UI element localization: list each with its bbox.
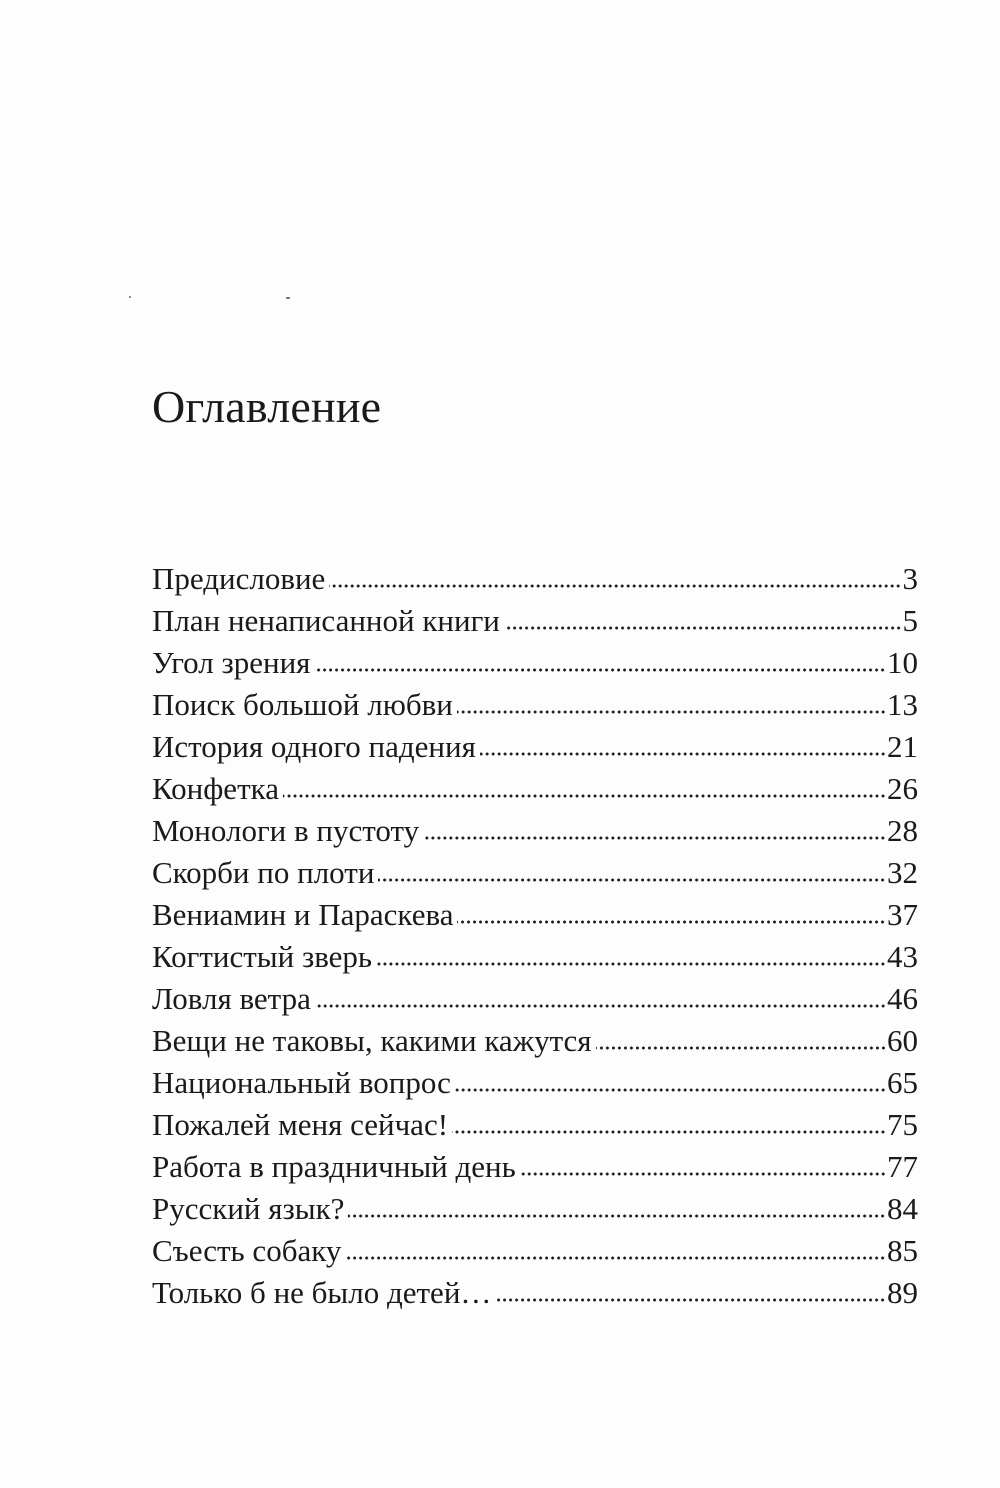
toc-entry-page: 46 — [887, 981, 918, 1016]
toc-entry[interactable] — [152, 1062, 918, 1104]
toc-entry-page: 37 — [887, 897, 918, 932]
toc-entry-page: 3 — [902, 561, 918, 596]
toc-entry-page: 21 — [887, 729, 918, 764]
toc-entry-page: 26 — [887, 771, 918, 806]
dot-leader — [452, 1129, 886, 1135]
toc-entry-page: 32 — [887, 855, 918, 890]
toc-entry[interactable] — [152, 1020, 918, 1062]
dot-leader — [457, 709, 886, 715]
toc-entry-title: Монологи в пустоту — [152, 813, 420, 848]
toc-entry-title: Конфетка — [152, 771, 279, 806]
toc-entry[interactable] — [152, 642, 918, 684]
dot-leader — [345, 1255, 886, 1261]
dot-leader — [480, 751, 886, 757]
print-speck — [286, 297, 290, 299]
toc-entry-page: 10 — [887, 645, 918, 680]
toc-entry-title: Съесть собаку — [152, 1233, 342, 1268]
toc-entry-title: Поиск большой любви — [152, 687, 453, 722]
toc-entry-title: Вениамин и Параскева — [152, 897, 454, 932]
toc-entry[interactable] — [152, 1272, 918, 1314]
toc-entry[interactable] — [152, 894, 918, 936]
toc-entry[interactable] — [152, 1146, 918, 1188]
toc-entry-page: 75 — [887, 1107, 918, 1142]
toc-entry-page: 13 — [887, 687, 918, 722]
toc-entry-title: Вещи не таковы, какими кажутся — [152, 1023, 592, 1058]
toc-entry[interactable] — [152, 810, 918, 852]
toc-entry-page: 65 — [887, 1065, 918, 1100]
dot-leader — [314, 667, 886, 673]
dot-leader — [423, 835, 886, 841]
toc-entry[interactable] — [152, 600, 918, 642]
dot-leader — [504, 625, 902, 631]
toc-entry-page: 5 — [902, 603, 918, 638]
toc-entry-title: Национальный вопрос — [152, 1065, 451, 1100]
toc-entry-page: 85 — [887, 1233, 918, 1268]
dot-leader — [520, 1171, 886, 1177]
toc-entry-title: Ловля ветра — [152, 981, 311, 1016]
dot-leader — [455, 1087, 886, 1093]
toc-entry-title: Пожалей меня сейчас! — [152, 1107, 449, 1142]
dot-leader — [283, 793, 886, 799]
toc-entry-title: Русский язык? — [152, 1191, 345, 1226]
toc-entry[interactable] — [152, 978, 918, 1020]
dot-leader — [348, 1213, 886, 1219]
toc-entry-page: 43 — [887, 939, 918, 974]
toc-entry[interactable] — [152, 726, 918, 768]
toc-entry-title: Только б не было детей… — [152, 1275, 492, 1310]
dot-leader — [376, 961, 886, 967]
toc-entry-page: 77 — [887, 1149, 918, 1184]
print-speck — [129, 296, 131, 298]
toc-entry[interactable] — [152, 936, 918, 978]
dot-leader — [457, 919, 886, 925]
toc-entry-title: Когтистый зверь — [152, 939, 373, 974]
toc-entry[interactable] — [152, 852, 918, 894]
toc-entry[interactable] — [152, 558, 918, 600]
toc-entry[interactable] — [152, 684, 918, 726]
toc-entry[interactable] — [152, 1230, 918, 1272]
page-title: Оглавление — [152, 381, 382, 432]
toc-entry[interactable] — [152, 768, 918, 810]
toc-entry-page: 89 — [887, 1275, 918, 1310]
toc-entry-title: Работа в праздничный день — [152, 1149, 516, 1184]
dot-leader — [378, 877, 886, 883]
toc-entry[interactable] — [152, 1188, 918, 1230]
toc-entry-page: 84 — [887, 1191, 918, 1226]
toc-entry[interactable] — [152, 1104, 918, 1146]
dot-leader — [596, 1045, 886, 1051]
toc-entry-title: План ненаписанной книги — [152, 603, 500, 638]
toc-entry-title: Предисловие — [152, 561, 326, 596]
dot-leader — [495, 1297, 886, 1303]
toc-entry-title: История одного падения — [152, 729, 476, 764]
dot-leader — [315, 1003, 886, 1009]
toc-entry-page: 28 — [887, 813, 918, 848]
toc-entry-title: Скорби по плоти — [152, 855, 375, 890]
table-of-contents — [152, 558, 918, 1314]
toc-entry-page: 60 — [887, 1023, 918, 1058]
toc-entry-title: Угол зрения — [152, 645, 311, 680]
dot-leader — [329, 583, 901, 589]
